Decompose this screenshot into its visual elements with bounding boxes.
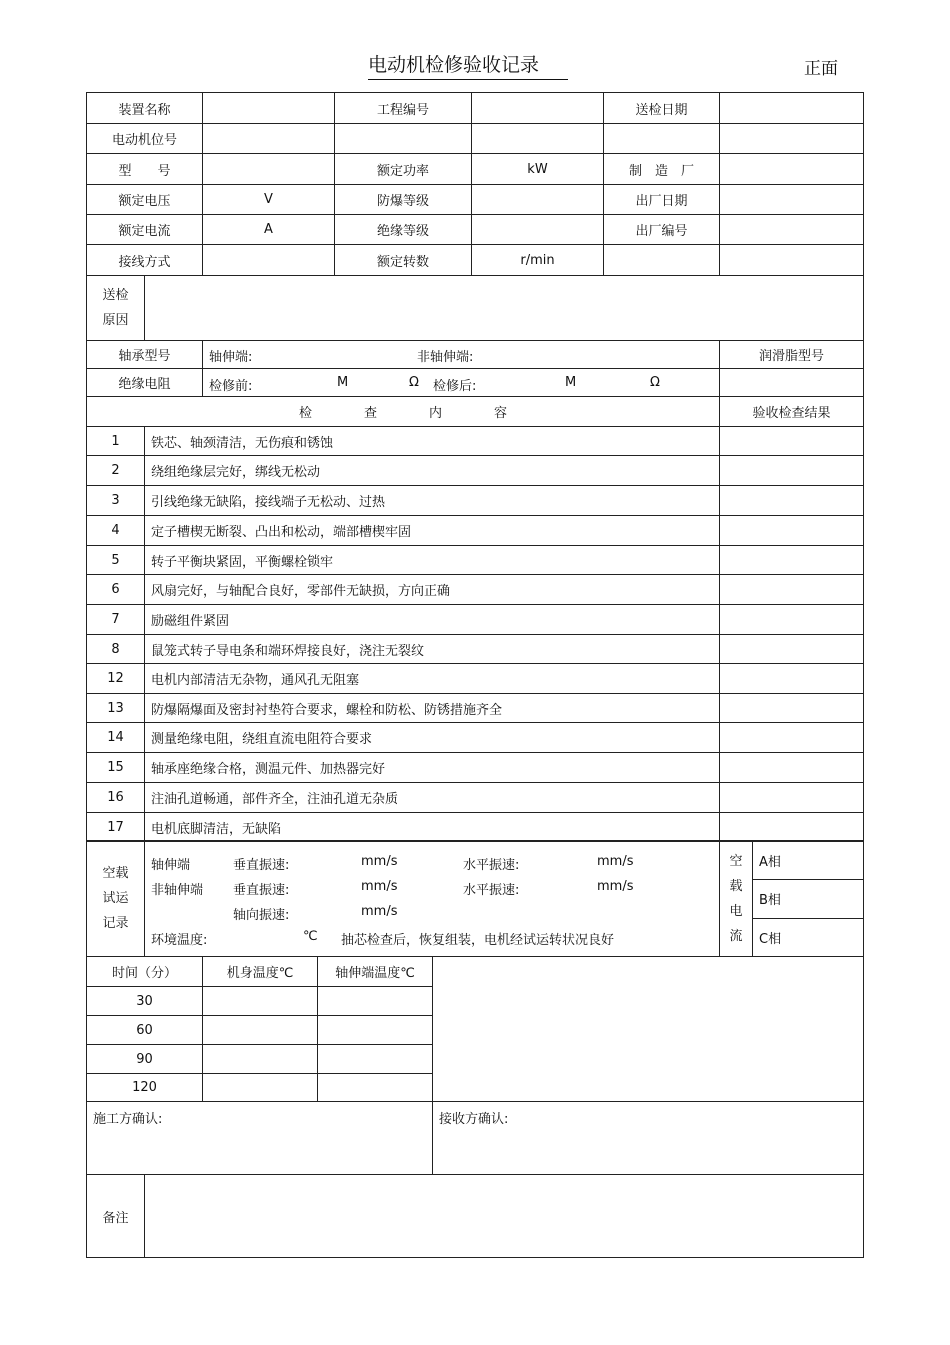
rated-voltage-label: 额定电压 [87, 185, 203, 215]
check-item-result[interactable] [720, 635, 864, 664]
confirm-table [86, 1101, 864, 1175]
empty-cell[interactable] [720, 124, 864, 154]
reason-label [87, 276, 145, 341]
insulation-before: 检修前: [209, 379, 253, 394]
insulation-label: 绝缘电阻 [87, 369, 203, 397]
check-item-number: 2 [87, 456, 145, 486]
run-record-label [87, 841, 145, 957]
check-row [87, 605, 864, 635]
check-item-text: 鼠笼式转子导电条和端环焊接良好，浇注无裂纹 [145, 635, 720, 664]
check-item-number: 4 [87, 516, 145, 546]
check-item-number: 5 [87, 546, 145, 575]
check-item-result[interactable] [720, 486, 864, 516]
check-item-number: 3 [87, 486, 145, 516]
bearing-table [86, 340, 864, 397]
check-item-result[interactable] [720, 694, 864, 723]
check-row [87, 635, 864, 664]
factory-no-value[interactable] [720, 215, 864, 245]
rated-power-label: 额定功率 [335, 154, 472, 185]
check-item-text: 测量绝缘电阻，绕组直流电阻符合要求 [145, 723, 720, 753]
temp-body-cell[interactable] [203, 1045, 318, 1074]
insulation-before-unit-m: M [337, 375, 349, 390]
temp-shaft-cell[interactable] [318, 1074, 433, 1102]
check-row [87, 813, 864, 842]
receiver-confirm-cell[interactable] [433, 1102, 864, 1175]
check-item-number: 8 [87, 635, 145, 664]
check-item-result[interactable] [720, 546, 864, 575]
check-item-result[interactable] [720, 605, 864, 635]
motor-tag-label: 电动机位号 [87, 124, 203, 154]
basic-info-table [86, 92, 864, 276]
insulation-after-unit-m: M [565, 375, 577, 390]
check-item-result[interactable] [720, 575, 864, 605]
check-item-text: 轴承座绝缘合格，测温元件、加热器完好 [145, 753, 720, 783]
run-unit-2: mm/s [597, 854, 634, 869]
run-record-details[interactable] [145, 841, 720, 957]
manufacturer-label: 制 造 厂 [604, 154, 720, 185]
check-item-result[interactable] [720, 753, 864, 783]
temp-shaft-cell[interactable] [318, 987, 433, 1016]
insulation-grade-label: 绝缘等级 [335, 215, 472, 245]
side-label: 正面 [804, 59, 838, 79]
run-vert-vib-2: 垂直振速: [233, 883, 290, 898]
no-load-current-label [720, 841, 753, 957]
check-item-number: 17 [87, 813, 145, 842]
reason-value[interactable] [145, 276, 864, 341]
check-row [87, 456, 864, 486]
check-item-text: 定子槽楔无断裂、凸出和松动，端部槽楔牢固 [145, 516, 720, 546]
bearing-label: 轴承型号 [87, 341, 203, 369]
check-header-result: 验收检查结果 [720, 397, 864, 427]
run-unit-3: mm/s [361, 879, 398, 894]
insulation-after: 检修后: [433, 379, 477, 394]
temp-time-cell: 60 [87, 1016, 203, 1045]
empty-cell[interactable] [720, 245, 864, 276]
check-header-content: 检 查 内 容 [87, 397, 720, 427]
run-axial-vib: 轴向振速: [233, 908, 290, 923]
motor-tag-value[interactable] [203, 124, 335, 154]
phase-a-cell[interactable]: A相 [753, 841, 864, 880]
send-date-value[interactable] [720, 93, 864, 124]
temp-body-cell[interactable] [203, 1074, 318, 1102]
check-items-table [86, 396, 864, 842]
empty-cell[interactable] [604, 245, 720, 276]
temp-time-cell: 120 [87, 1074, 203, 1102]
temp-header-shaft: 轴伸端温度℃ [318, 957, 433, 987]
temp-shaft-cell[interactable] [318, 1016, 433, 1045]
check-item-number: 12 [87, 664, 145, 694]
manufacturer-value[interactable] [720, 154, 864, 185]
wiring-label: 接线方式 [87, 245, 203, 276]
insulation-values[interactable] [203, 369, 720, 397]
check-item-number: 1 [87, 427, 145, 456]
current-label-1: 空 [729, 853, 743, 869]
check-item-result[interactable] [720, 723, 864, 753]
check-item-text: 转子平衡块紧固，平衡螺栓锁牢 [145, 546, 720, 575]
check-item-text: 引线绝缘无缺陷，接线端子无松动、过热 [145, 486, 720, 516]
check-row [87, 427, 864, 456]
grease-value[interactable] [720, 369, 864, 397]
factory-date-value[interactable] [720, 185, 864, 215]
current-label-3: 电 [729, 903, 743, 919]
check-item-result[interactable] [720, 813, 864, 842]
temp-header-body: 机身温度℃ [203, 957, 318, 987]
insulation-before-unit-ohm: Ω [409, 375, 419, 390]
receiver-confirm-label: 接收方确认: [439, 1112, 509, 1127]
run-non-drive-end: 非轴伸端 [151, 883, 204, 898]
run-deg: ℃ [303, 929, 318, 944]
page-title: 电动机检修验收记录 [368, 50, 568, 80]
project-no-label: 工程编号 [335, 93, 472, 124]
check-item-result[interactable] [720, 516, 864, 546]
rated-current-unit: A [203, 215, 335, 245]
run-record-table [86, 840, 864, 957]
check-item-text: 励磁组件紧固 [145, 605, 720, 635]
run-label-line1: 空载 [102, 866, 129, 881]
remark-value[interactable] [145, 1175, 864, 1258]
reason-label-line2: 原因 [102, 313, 129, 328]
remark-table [86, 1174, 864, 1258]
run-unit-1: mm/s [361, 854, 398, 869]
check-item-text: 铁芯、轴颈清洁，无伤痕和锈蚀 [145, 427, 720, 456]
check-row [87, 783, 864, 813]
insulation-grade-value[interactable] [472, 215, 604, 245]
factory-no-label: 出厂编号 [604, 215, 720, 245]
rated-current-label: 额定电流 [87, 215, 203, 245]
model-label: 型 号 [87, 154, 203, 185]
check-row [87, 516, 864, 546]
check-item-text: 电机内部清洁无杂物，通风孔无阻塞 [145, 664, 720, 694]
temp-time-cell: 90 [87, 1045, 203, 1074]
check-item-text: 注油孔道畅通，部件齐全，注油孔道无杂质 [145, 783, 720, 813]
rated-voltage-unit: V [203, 185, 335, 215]
check-item-text: 电机底脚清洁，无缺陷 [145, 813, 720, 842]
empty-cell[interactable] [472, 124, 604, 154]
device-name-label: 装置名称 [87, 93, 203, 124]
run-vert-vib-1: 垂直振速: [233, 858, 290, 873]
check-item-number: 14 [87, 723, 145, 753]
run-ambient: 环境温度: [151, 933, 208, 948]
check-item-text: 防爆隔爆面及密封衬垫符合要求，螺栓和防松、防锈措施齐全 [145, 694, 720, 723]
builder-confirm-cell[interactable] [87, 1102, 433, 1175]
check-row [87, 546, 864, 575]
check-row [87, 575, 864, 605]
grease-label: 润滑脂型号 [720, 341, 864, 369]
check-item-result[interactable] [720, 456, 864, 486]
reason-table [86, 275, 864, 341]
check-row [87, 486, 864, 516]
ex-grade-value[interactable] [472, 185, 604, 215]
run-unit-4: mm/s [597, 879, 634, 894]
insulation-after-unit-ohm: Ω [650, 375, 660, 390]
temp-shaft-cell[interactable] [318, 1045, 433, 1074]
temp-time-cell: 30 [87, 987, 203, 1016]
check-item-text: 绕组绝缘层完好，绑线无松动 [145, 456, 720, 486]
run-label-line2: 试运 [102, 891, 129, 906]
check-item-number: 15 [87, 753, 145, 783]
send-date-label: 送检日期 [604, 93, 720, 124]
run-conclusion: 抽芯检查后，恢复组装，电机经试运转状况良好 [341, 933, 615, 948]
current-label-4: 流 [729, 928, 743, 944]
project-no-value[interactable] [472, 93, 604, 124]
temperature-table [86, 956, 864, 1102]
check-item-result[interactable] [720, 427, 864, 456]
phase-b-cell[interactable]: B相 [753, 880, 864, 918]
run-drive-end: 轴伸端 [151, 858, 191, 873]
check-item-text: 风扇完好，与轴配合良好，零部件无缺损，方向正确 [145, 575, 720, 605]
rated-speed-unit: r/min [472, 245, 604, 276]
run-horiz-vib-1: 水平振速: [463, 858, 520, 873]
builder-confirm-label: 施工方确认: [93, 1112, 163, 1127]
current-label-2: 载 [729, 878, 743, 894]
check-row [87, 664, 864, 694]
temp-body-cell[interactable] [203, 1016, 318, 1045]
check-item-result[interactable] [720, 783, 864, 813]
bearing-non-drive-end: 非轴伸端: [417, 350, 474, 365]
bearing-values[interactable] [203, 341, 720, 369]
check-item-number: 6 [87, 575, 145, 605]
run-horiz-vib-2: 水平振速: [463, 883, 520, 898]
ex-grade-label: 防爆等级 [335, 185, 472, 215]
check-item-result[interactable] [720, 664, 864, 694]
temp-body-cell[interactable] [203, 987, 318, 1016]
empty-cell[interactable] [335, 124, 472, 154]
run-label-line3: 记录 [102, 916, 129, 931]
check-item-number: 7 [87, 605, 145, 635]
check-row [87, 753, 864, 783]
factory-date-label: 出厂日期 [604, 185, 720, 215]
phase-c-cell[interactable]: C相 [753, 918, 864, 956]
check-item-number: 13 [87, 694, 145, 723]
remark-label: 备注 [87, 1175, 145, 1258]
empty-cell[interactable] [604, 124, 720, 154]
model-value[interactable] [203, 154, 335, 185]
temp-header-time: 时间（分） [87, 957, 203, 987]
device-name-value[interactable] [203, 93, 335, 124]
reason-label-line1: 送检 [102, 288, 129, 303]
run-unit-5: mm/s [361, 904, 398, 919]
rated-speed-label: 额定转数 [335, 245, 472, 276]
check-row [87, 694, 864, 723]
wiring-value[interactable] [203, 245, 335, 276]
check-item-number: 16 [87, 783, 145, 813]
check-row [87, 723, 864, 753]
bearing-drive-end: 轴伸端: [209, 350, 253, 365]
rated-power-unit: kW [472, 154, 604, 185]
temp-side-blank[interactable] [433, 957, 864, 1102]
